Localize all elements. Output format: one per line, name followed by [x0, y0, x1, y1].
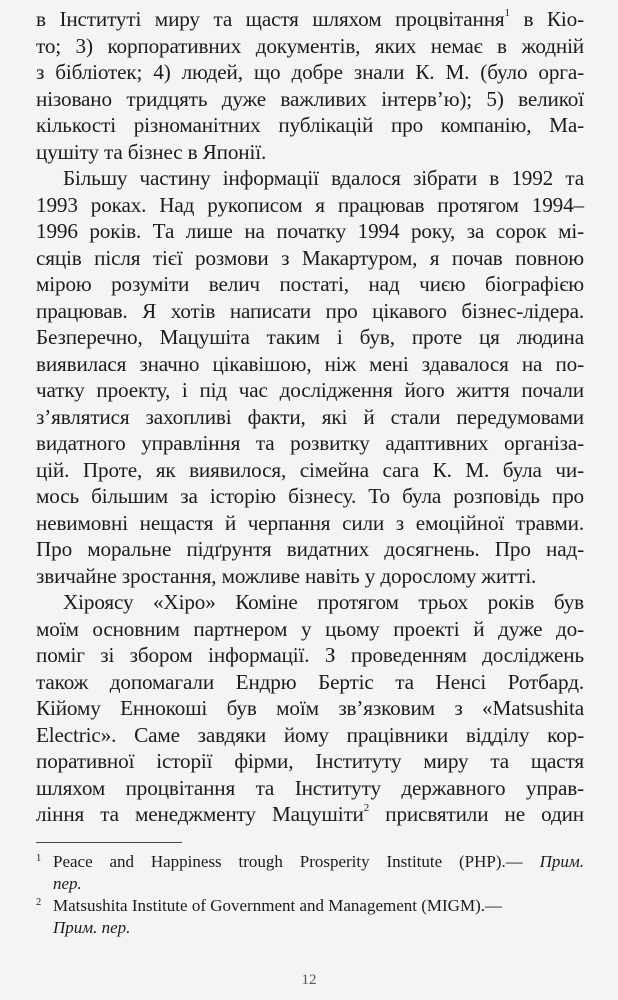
text-line: то; 3) корпоративних документів, яких немає в жодній [36, 33, 584, 58]
text-line: Кійому Еннокоші був моїм зв’язковим з «Matsushita [36, 696, 584, 720]
text-line: невимовні нещастя й черпання сили з емоційної травми. [36, 510, 584, 535]
footnote-ref-1[interactable]: 1 [504, 6, 510, 19]
text-line: також допомагали Ендрю Бертіс та Ненсі Ротбард. [36, 669, 584, 694]
text-line: виявилася значно цікавішою, ніж мені здавалося на по- [36, 351, 584, 376]
page-number: 12 [301, 972, 317, 988]
text-line: Безперечно, Мацушіта таким і був, проте ця людина [36, 325, 584, 349]
text-line: Більшу частину інформації вдалося зібрати в 1992 та [63, 166, 584, 190]
footnote-line: пер. [53, 874, 82, 893]
text-line: сяців після тієї розмови з Макартуром, я почав повною [36, 245, 584, 270]
text-line: моїм основним партнером у цьому проекті й дуже до- [36, 616, 584, 641]
text-line: нізовано тридцять дуже важливих інтерв’ю); 5) великої [36, 86, 584, 111]
footnote-number: 1 [36, 853, 42, 864]
footnote-line: Matsushita Institute of Government and Management (MIGM).— [53, 896, 502, 915]
text-line: поративної історії фірми, Інституту миру та щастя [36, 749, 584, 773]
text-line: 1993 роках. Над рукописом я працював протягом 1994– [36, 192, 584, 217]
footnote-separator [36, 842, 182, 843]
text-line: кількості різноманітних публікацій про компанію, Ма- [36, 113, 584, 137]
text-line: Хіроясу «Хіро» Коміне протягом трьох років був [63, 590, 584, 614]
footnote-line: Peace and Happiness trough Prosperity Institute (PHP).— Прим. [53, 852, 584, 871]
page-body [36, 6, 584, 828]
text-line: цушіту та бізнес в Японії. [36, 139, 267, 164]
paragraph-3 [36, 589, 584, 828]
text-line: мось більшим за історію бізнесу. То була розповідь про [36, 484, 584, 508]
footnote-line: Прим. пер. [53, 918, 131, 937]
text-line: шляхом процвітання та Інституту державного управ- [36, 775, 584, 800]
text-line: Electric». Саме завдяки йому працівники відділу кор- [36, 722, 584, 747]
footnote-number: 2 [36, 897, 42, 908]
text-line: мірою розуміти велич постаті, над чиєю біографією [36, 272, 584, 296]
footnote-1 [36, 851, 584, 895]
text-line: 1996 років. Та лише на початку 1994 року, за сорок мі- [36, 219, 584, 243]
footnotes [36, 851, 584, 939]
text-line: з бібліотек; 4) людей, що добре знали К. М. (було орга- [36, 60, 584, 84]
text-line: чатку проекту, і під час дослідження його життя почали [36, 378, 584, 402]
text-line: працював. Я хотів написати про цікавого бізнес-лідера. [36, 298, 584, 323]
footnote-2 [36, 895, 584, 939]
body-text [36, 6, 584, 828]
text-line: видатного управління та розвитку адаптивних організа- [36, 431, 584, 455]
text-line: Про моральне підґрунтя видатних досягнень. Про над- [36, 537, 584, 561]
text-line: ління та менеджменту Мацушіти$^2$ присвятили не один [36, 801, 584, 826]
text-line: цій. Проте, як виявилося, сімейна сага К. М. була чи- [36, 457, 584, 482]
text-line: в Інституті миру та щастя шляхом процвітання$^1$ в Кіо- [36, 6, 585, 31]
paragraph-1 [36, 6, 584, 165]
text-line: з’являтися захопливі факти, які й стали передумовами [36, 404, 584, 429]
text-line: поміг зі збором інформації. З проведенням досліджень [36, 643, 584, 667]
paragraph-2 [36, 165, 584, 589]
text-line: звичайне зростання, можливе навіть у дорослому житті. [36, 563, 537, 588]
footnote-ref-2[interactable]: 2 [363, 801, 370, 814]
